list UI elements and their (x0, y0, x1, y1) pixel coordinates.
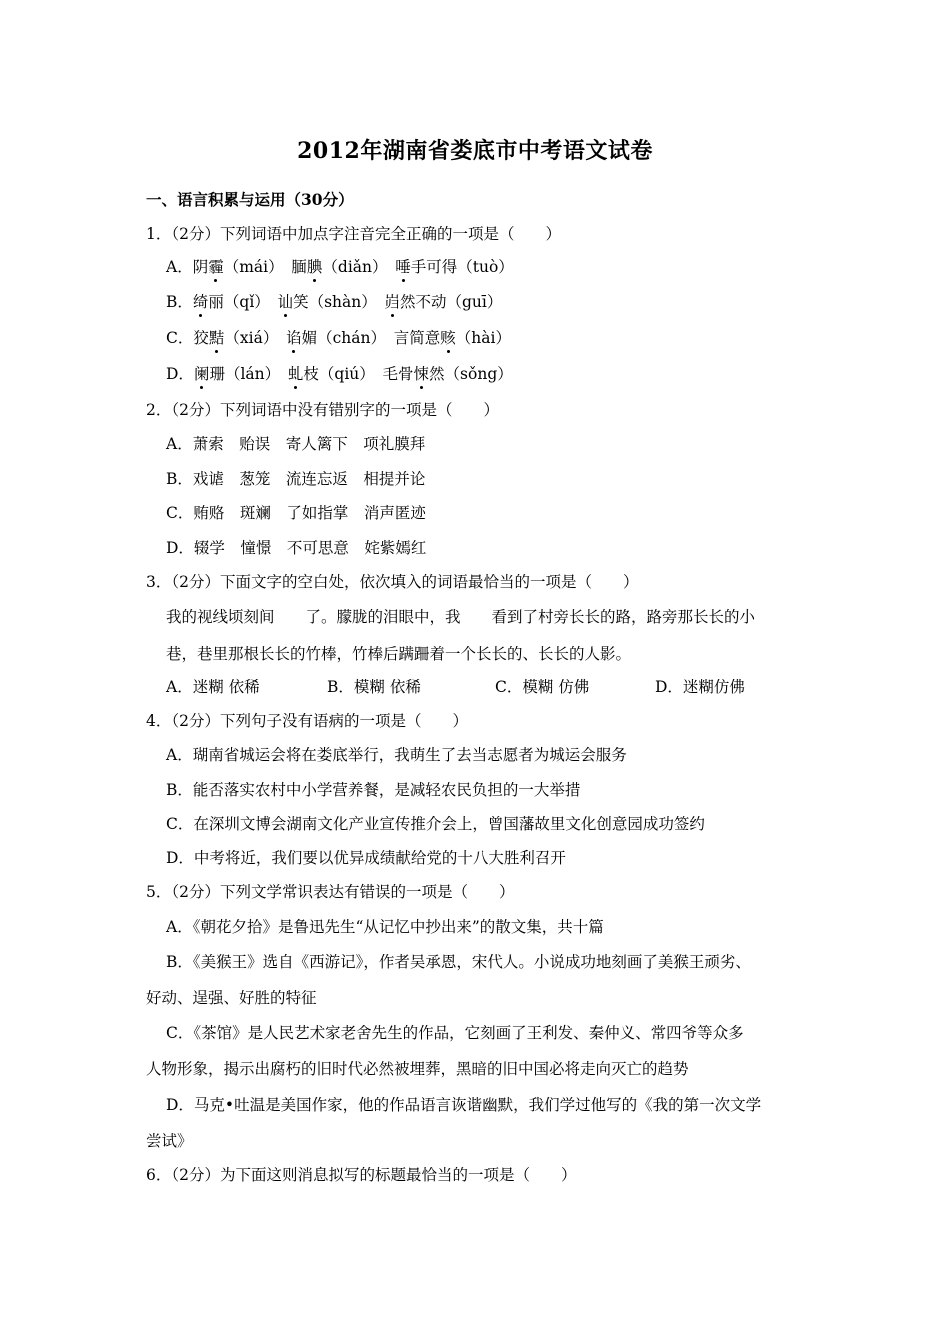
text-run: D． (166, 365, 194, 383)
question-2-option-a: A．萧索 贻误 寄人篱下 项礼膜拜 (166, 435, 426, 453)
question-3-option-b: B．模糊 依稀 (327, 678, 421, 696)
question-1-option-b (166, 292, 502, 312)
text-run: （mái） 腼 (223, 258, 307, 276)
dotted-char: 黠 (208, 329, 225, 347)
text-run: 丽（qǐ） (208, 293, 278, 311)
text-run: 枝（qiú） 毛骨 (303, 365, 414, 383)
text-run: 手可得（tuò） (410, 258, 514, 276)
dotted-char: 谄 (286, 329, 302, 347)
question-5-option-d-line-1: D．马克•吐温是美国作家，他的作品语言诙谐幽默，我们学过他写的《我的第一次文学 (166, 1096, 762, 1114)
question-2-option-c: C．贿赂 斑斓 了如指掌 消声匿迹 (166, 504, 426, 522)
question-5-stem: 5．（2分）下列文学常识表达有错误的一项是（ ） (146, 883, 515, 901)
question-4-option-c: C．在深圳文博会湖南文化产业宣传推介会上，曾国藩故里文化创意园成功签约 (166, 815, 705, 833)
dotted-char: 讪 (277, 293, 294, 311)
text-run: 然不动（guī） (400, 293, 503, 311)
dotted-char: 唾 (395, 258, 411, 276)
question-3-option-a: A．迷糊 依稀 (166, 678, 260, 696)
question-3-passage-line-2: 巷，巷里那根长长的竹棒，竹棒后蹒跚着一个长长的、长长的人影。 (166, 645, 632, 663)
question-4-option-d: D．中考将近，我们要以优异成绩献给党的十八大胜利召开 (166, 849, 566, 867)
text-run: （diǎn） (322, 258, 396, 276)
question-5-option-b-line-2: 好动、逞强、好胜的特征 (146, 989, 317, 1007)
question-5-option-c-line-2: 人物形象，揭示出腐朽的旧时代必然被埋葬，黑暗的旧中国必将走向灭亡的趋势 (146, 1060, 689, 1078)
question-5-option-b-line-1: B．《美猴王》选自《西游记》，作者吴承恩，宋代人。小说成功地刻画了美猴王顽劣、 (166, 953, 751, 971)
question-3-option-d: D．迷糊仿佛 (655, 678, 745, 696)
question-1-stem: 1．（2分）下列词语中加点字注音完全正确的一项是（ ） (146, 225, 561, 243)
text-run: B． (166, 293, 193, 311)
text-run: 媚（chán） 言简意 (301, 329, 441, 347)
question-2-stem: 2．（2分）下列词语中没有错别字的一项是（ ） (146, 401, 499, 419)
dotted-char: 岿 (384, 293, 400, 311)
dotted-char: 腆 (306, 258, 323, 276)
dotted-char: 阑 (193, 365, 210, 383)
question-6-stem: 6．（2分）为下面这则消息拟写的标题最恰当的一项是（ ） (146, 1166, 577, 1184)
question-5-option-c-line-1: C．《茶馆》是人民艺术家老舍先生的作品，它刻画了王利发、秦仲义、常四爷等众多 (166, 1024, 744, 1042)
text-run: 笑（shàn） (293, 293, 385, 311)
question-4-stem: 4．（2分）下列句子没有语病的一项是（ ） (146, 712, 468, 730)
question-1-option-a (166, 257, 514, 277)
dotted-char: 悚 (413, 365, 430, 383)
text-run: C．狡 (166, 329, 209, 347)
question-3-option-c: C．模糊 仿佛 (495, 678, 590, 696)
question-3-stem: 3．（2分）下面文字的空白处，依次填入的词语最恰当的一项是（ ） (146, 573, 639, 591)
text-run: （xiá） (224, 329, 287, 347)
question-5-option-a: A．《朝花夕拾》是鲁迅先生“从记忆中抄出来”的散文集，共十篇 (166, 918, 604, 936)
question-3-options (166, 677, 806, 697)
question-3-passage-line-1: 我的视线顷刻间 了。朦胧的泪眼中，我 看到了村旁长长的路，路旁那长长的小 (166, 608, 756, 626)
dotted-char: 绮 (192, 293, 209, 311)
dotted-char: 赅 (440, 329, 456, 347)
question-4-option-a: A．瑚南省城运会将在娄底举行，我萌生了去当志愿者为城运会服务 (166, 746, 627, 764)
question-1-option-c (166, 328, 511, 348)
text-run: 珊（lán） (209, 365, 288, 383)
text-run: （hài） (455, 329, 511, 347)
page-title: 2012年湖南省娄底市中考语文试卷 (297, 138, 653, 164)
question-5-option-d-line-2: 尝试》 (146, 1132, 193, 1150)
question-1-option-d (166, 364, 513, 384)
question-2-option-d: D．辍学 憧憬 不可思意 姹紫嫣红 (166, 539, 427, 557)
section-heading: 一、语言积累与运用（30分） (146, 190, 354, 209)
dotted-char: 虬 (287, 365, 304, 383)
question-4-option-b: B．能否落实农村中小学营养餐，是减轻农民负担的一大举措 (166, 781, 581, 799)
text-run: A．阴 (166, 258, 209, 276)
text-run: 然（sǒng） (429, 365, 513, 383)
dotted-char: 霾 (208, 258, 224, 276)
question-2-option-b: B．戏谑 葱笼 流连忘返 相提并论 (166, 470, 426, 488)
